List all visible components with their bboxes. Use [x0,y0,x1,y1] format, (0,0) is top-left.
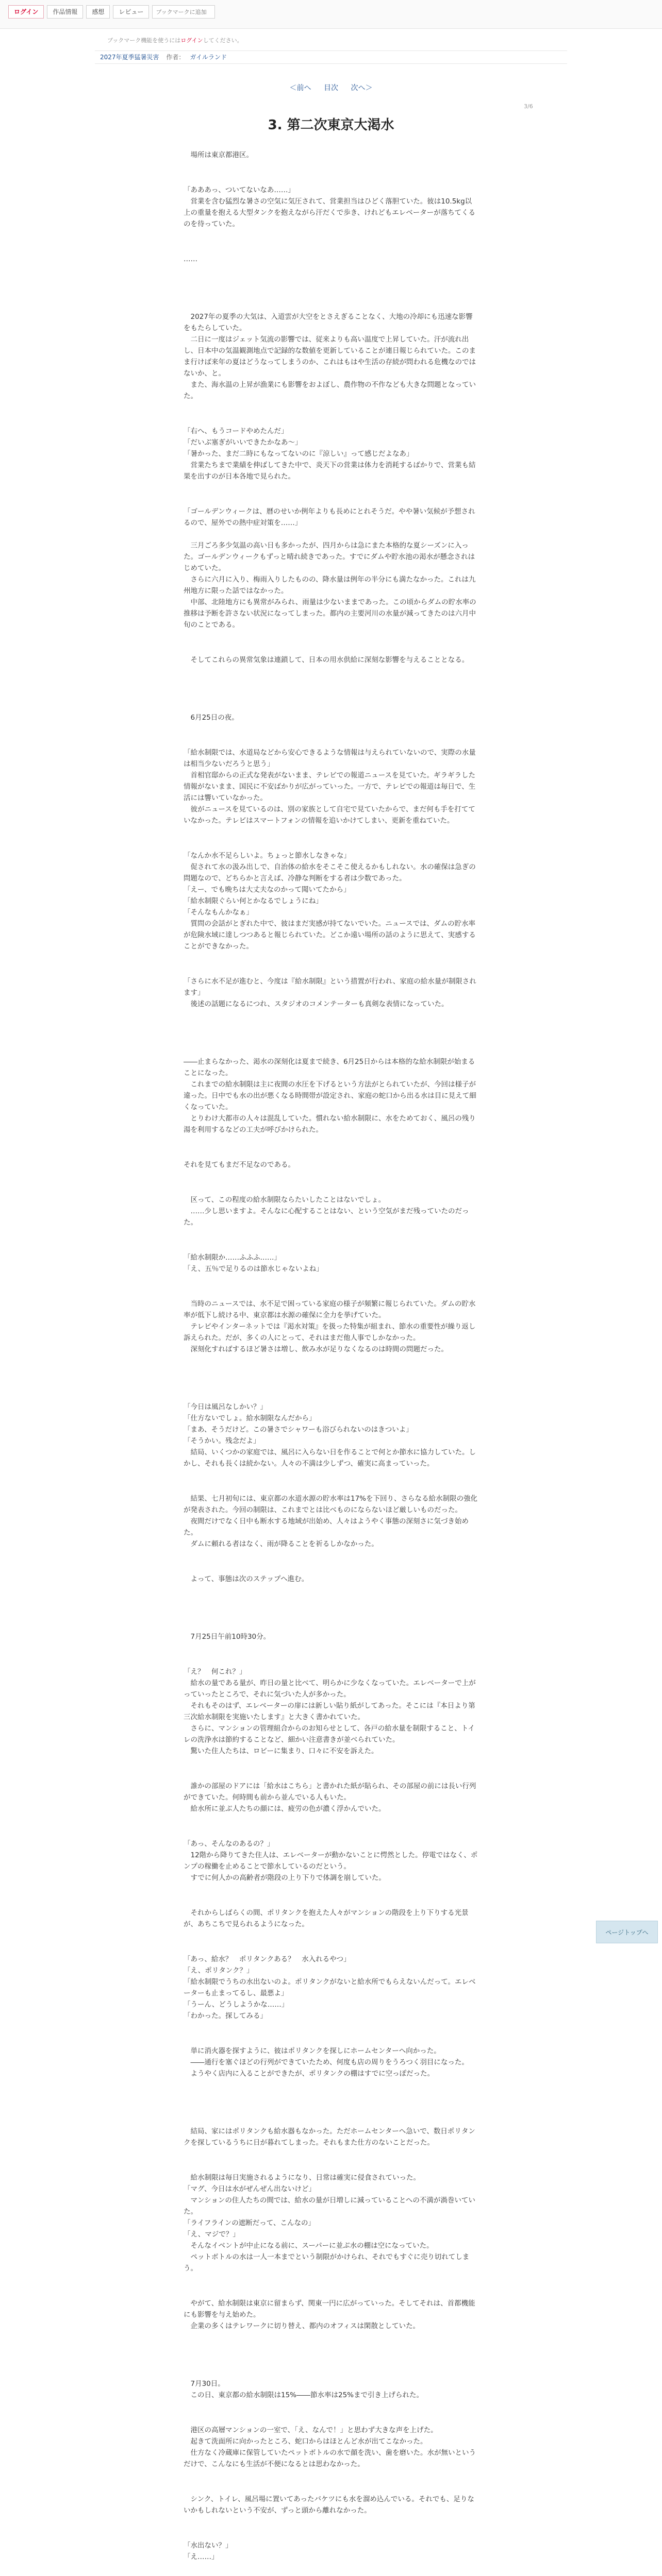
novel-title-link[interactable]: 2027年夏季猛暑災害 [100,54,159,61]
bookmark-notice [107,36,243,44]
body-paragraph: 2027年の夏季の大気は、入道雲が大空をとさえぎることなく、大地の冷却にも迅速な影響をもたらしていた。 二日に一度はジェット気流の影響では、従来よりも高い温度で上昇していた。汗が流れ出し、日本中の気温観測地点で記録的な数値を更新していることが連日報じられていた。このまま行けば来年の夏はどうなってしまうのか、これはもはや生活の存続が問われる危機なのではないか、と。 また、海水温の上昇が漁業にも影響をおよぼし、農作物の不作なども大きな問題となっていた。 [184,313,476,400]
section-break [184,666,478,712]
pager [0,82,662,93]
body-paragraph: 「あっ、そんなのあるの？」 12階から降りてきた住人は、エレベーターが動かないことに愕然とした。停電ではなく、ポンプの稼働を止めることで節水しているのだという。 すでに何人かの高齢者が階段の上り下りで体調を崩していた。 [184,1840,478,1882]
paragraph-gap [184,2470,478,2494]
paragraph-gap [184,1642,478,1666]
paragraph-gap [184,1171,478,1194]
paragraph-gap [184,2022,478,2045]
paragraph-gap [184,952,478,976]
page-counter: 3/6 [524,103,533,110]
body-paragraph: 港区の高層マンションの一室で、「え、なんで！」と思わず大きな声を上げた。 起きて洗面所に向かったところ、蛇口からはほとんど水が出てこなかった。 仕方なく冷蔵庫に保管していたペットボトルの水で顔を洗い、歯を磨いた。水が無いというだけで、こんなにも生活が不便になるとは思わなかった。 [184,2426,476,2468]
paragraph-gap [184,2274,478,2298]
body-paragraph: そしてこれらの異常気象は連鎖して、日本の用水供給に深刻な影響を与えることとなる。 [184,656,469,664]
section-break [184,2079,478,2126]
paragraph-gap [184,402,478,426]
body-paragraph: 「右へ、もうコードやめたんだ」 「だいぶ塞ぎがいいできたかなあ～」 「暑かった、まだ二時にもなってないのに『涼しい』って感じだよなあ」 営業たちまで業績を伸ばしてきた中で、炎天下の営業は体力を消耗するばかりで、営業も結果を出すのが日本各地で見られた。 [184,427,476,481]
next-link[interactable]: 次へ＞ [351,84,373,92]
body-paragraph: それを見てもまだ不足なのである。 [184,1161,295,1169]
body-paragraph: 「あああっ、ついてないなあ……」 営業を含む猛烈な暑さの空気に気圧されて、営業担当はひどく落胆ていた。彼は10.5kg以上の重量を抱える大型タンクを抱えながら汗だくで歩き、けれどもエレベーターが落ちてくるのを待っていた。 [184,186,476,228]
page-top-button[interactable]: ページトップへ [596,1921,658,1943]
body-paragraph: 「給水制限では、水道局などから安心できるような情報は与えられていないので、実際の水量は相当少ないだろうと思う」 首相官邸からの正式な発表がないまま、テレビでの報道ニュースを見ていた。ギラギラした情報がないまま、国民に不安ばかりが広がっていった。一方で、テレビでの報道は毎日で、生活には響いていなかった。 彼がニュースを見ているのは、別の家族として自宅で見ていたからで、まだ何も手を打てていなかった。テレビはスマートフォンの情報を追いかけてしまい、更新を重ねていた。 [184,749,476,825]
body-paragraph: シンク、トイレ、風呂場に置いてあったバケツにも水を溜め込んでいる。それでも、足りないかもしれないという不安が、ずっと頭から離れなかった。 [184,2495,474,2515]
body-paragraph: 「今日は風呂なしかい？」 「仕方ないでしょ。給水制限なんだから」 「まあ、そうだけど。この暑さでシャワーも浴びられないのはきついよ」 「そうかい。残念だよ」 結局、いくつかの家庭では、風呂に入らない日を作ることで何とか節水に協力していた。しかし、それも長くは続かない。人々の不満は少しずつ、確実に高まっていった。 [184,1403,476,1468]
paragraph-gap [184,826,478,850]
paragraph-gap [184,2516,478,2540]
paragraph-gap [184,1469,478,1493]
section-break [184,1585,478,1631]
paragraph-gap [184,1757,478,1781]
body-paragraph: 単に消火器を探すように、彼はポリタンクを探しにホームセンターへ向かった。 ――通行を塞ぐほどの行列ができていたため、何度も店の周りをうろつく羽目になった。 ようやく店内に入ることができたが、ポリタンクの棚はすでに空っぽだった。 [190,2047,469,2078]
notice-login-link[interactable]: ログイン [180,37,203,44]
section-break [184,1355,478,1401]
impressions-button[interactable]: 感想 [86,5,110,19]
paragraph-gap [184,2148,478,2172]
author-label: 作者： [166,54,185,61]
top-bar [0,0,662,29]
body-paragraph: 給水制限は毎日実施されるようになり、日常は確実に侵食されていった。 「マグ、今日は水がぜんぜん出ないけど」 マンションの住人たちの間では、給水の量が日増しに減っていることへの不満が渦巻いていた。 「ライフラインの遮断だって、こんなの」 「え、マジで？」 そんなイベントが中止になる前に、スーパーに並ぶ水の棚は空になっていた。 ペットボトルの水は一人一本までという制限がかけられ、それでもすぐに売り切れてしまう。 [184,2174,475,2273]
body-paragraph: 7月30日。 この日、東京都の給水制限は15%――節水率は25%まで引き上げられた。 [190,2380,424,2399]
bookmark-input[interactable] [152,5,215,19]
body-paragraph: 「え？ 何これ？」 給水の量である量が、昨日の量と比べて、明らかに少なくなっていた。エレベーターで上がっていったところで、それに気づいた人が多かった。 それもそのはず、エレベーターの扉には新しい貼り紙がしてあった。そこには『本日より第三次給水制限を実施いたします』と大きく書かれていた。 さらに、マンションの管理組合からのお知らせとして、各戸の給水量を制限すること、トイレの洗浄水は節約することなど、細かい注意書きが並べられていた。 驚いた住人たちは、ロビーに集まり、口々に不安を訴えた。 [184,1668,476,1755]
body-paragraph: 「なんか水不足らしいよ。ちょっと節水しなきゃな」 促されて水の汲み出しで、自治体の給水をそこそこ使えるかもしれない。水の確保は急ぎの問題なので、どちらかと言えば、冷静な判断をする者は少数であった。 「えー、でも晩ちは大丈夫なのかって聞いてたから」 「給水制限ぐらい何とかなるでしょうにね」 「そんなもんかなぁ」 質問の会話がとぎれた中で、彼はまだ実感が持てないでいた。ニュースでは、ダムの貯水率が危険水域に達しつつあると報じられていた。どこか遠い場所の話のように思えて、実感することができなかった。 [184,852,476,951]
toc-link[interactable]: 目次 [324,84,338,92]
paragraph-gap [184,482,478,506]
paragraph-gap [184,1815,478,1838]
paragraph-gap [184,631,478,654]
body-paragraph: 「水出ない？」 「え……」 [184,2541,233,2561]
body-paragraph: 6月25日の夜。 [184,714,239,722]
body-paragraph: 当時のニュースでは、水不足で困っている家庭の様子が頻繁に報じられていた。ダムの貯水率が低下し続ける中、東京都は水源の確保に全力を挙げていた。 テレビやインターネットでは『渇水対策』を扱った特集が組まれ、節水の重要性が繰り返し訴えられた。だが、多くの人にとって、それはまだ他人事でしかなかった。 深刻化すればするほど暑さは増し、飲み水が足りなくなるのは時間の問題だった。 [184,1300,476,1353]
chapter-body [184,149,478,2563]
body-paragraph: 誰かの部屋のドアには「給水はこちら」と書かれた紙が貼られ、その部屋の前には長い行列ができていた。何時間も前から並んでいる人もいた。 給水所に並ぶ人たちの顔には、疲労の色が濃く浮かんでいた。 [184,1782,476,1813]
paragraph-gap [184,1136,478,1159]
author-link[interactable]: ガイルランド [190,54,227,61]
body-paragraph: やがて、給水制限は東京に留まらず、関東一円に広がっていった。そしてそれは、首都機能にも影響を与え始めた。 企業の多くはテレワークに切り替え、都内のオフィスは閑散としていた。 [184,2299,475,2330]
paragraph-gap [184,1275,478,1298]
paragraph-gap [184,723,478,747]
section-break [184,265,478,311]
paragraph-gap [184,161,478,184]
body-paragraph: 「さらに水不足が進むと、今度は『給水制限』という措置が行われ、家庭の給水量が制限されます」 後述の話題になるにつれ、スタジオのコメンテーターも真剣な表情になっていた。 [184,977,476,1008]
body-paragraph: 結果、七月初旬には、東京都の水道水源の貯水率は17%を下回り、さらなる給水制限の強化が発表された。今回の制限は、これまでとは比べものにならないほど厳しいものだった。 夜間だけでなく日中も断水する地域が出始め、人々はようやく事態の深刻さに気づき始めた。 ダムに頼れる者はなく、雨が降ることを祈るしかなかった。 [184,1495,478,1548]
body-paragraph: 「あっ、給水？ ポリタンクある？ 水入れるやつ」 「え、ポリタンク？」 「給水制限でうちの水出ないのよ。ポリタンクがないと給水所でもらえないんだって。エレベーターも止まってるし、最悪よ」 「うーん、どうしようかな……」 「わかった。探してみる」 [184,1955,476,2020]
paragraph-gap [184,2401,478,2425]
body-paragraph: 場所は東京都港区。 [184,151,253,159]
paragraph-gap [184,230,478,253]
novel-info-bar [95,50,567,64]
body-paragraph: ――止まらなかった、渇水の深刻化は夏まで続き、6月25日からは本格的な給水制限が始まることになった。 これまでの給水制限は主に夜間の水圧を下げるという方法がとられていたが、今回は様子が違った。日中でも水の出が悪くなる時間帯が設定され、家庭の蛇口から出る水は目に見えて細くなっていた。 とりわけ大都市の人々は混乱していた。慣れない給水制限に、水をためておく、風呂の残り湯を利用するなどの工夫が呼びかけられた。 [184,1058,476,1134]
prev-link[interactable]: ＜前へ [289,84,311,92]
paragraph-gap [184,1228,478,1252]
review-button[interactable]: レビュー [113,5,149,19]
body-paragraph: 「ゴールデンウィークは、暦のせいか例年よりも長めにとれそうだ。やや暑い気候が予想されるので、屋外での熱中症対策を……」 三月ごろ多少気温の高い日も多かったが、四月からは急にまた本格的な夏シーズンに入った。ゴールデンウィークもずっと晴れ続きであった。すでにダムや貯水池の渇水が懸念されはじめていた。 さらに六月に入り、梅雨入りしたものの、降水量は例年の半分にも満たなかった。これは九州地方に限った話ではなかった。 中部、北陸地方にも異常がみられ、雨量は少ないままであった。この頃からダムの貯水率の推移は予断を許さない状況になってしまった。都内の主要河川の水量が減ってきたのは六月中旬のことである。 [184,507,476,629]
main-nav [8,5,215,19]
body-paragraph: 区って、この程度の給水制限ならたいしたことはないでしょ。 ……少し思いますよ。そんなに心配することはない、という空気がまだ残っていたのだった。 [184,1196,469,1227]
body-paragraph: それからしばらくの間、ポリタンクを抱えた人々がマンションの階段を上り下りする光景が、あちこちで見られるようになった。 [184,1909,469,1928]
work-info-button[interactable]: 作品情報 [47,5,83,19]
body-paragraph: よって、事態は次のステップへ進む。 [184,1575,309,1583]
paragraph-gap [184,1930,478,1954]
section-break [184,1010,478,1056]
notice-suffix: してください。 [203,37,243,44]
login-button[interactable]: ログイン [8,5,44,19]
chapter-title: 3. 第二次東京大渇水 [268,117,394,133]
body-paragraph: 「給水制限か……ふふふ……」 「え、五％で足りるのは節水じゃないよね」 [184,1253,323,1273]
body-paragraph: …… [184,255,197,263]
paragraph-gap [184,1550,478,1573]
notice-prefix: ブックマーク機能を使うには [107,37,181,44]
body-paragraph: 7月25日午前10時30分。 [184,1633,271,1641]
body-paragraph: 結局、家にはポリタンクも給水器もなかった。ただホームセンターへ急いで、数日ポリタンクを探しているうちに日が暮れてしまった。それもまた仕方のないことだった。 [184,2127,475,2147]
paragraph-gap [184,1884,478,1907]
section-break [184,2332,478,2378]
